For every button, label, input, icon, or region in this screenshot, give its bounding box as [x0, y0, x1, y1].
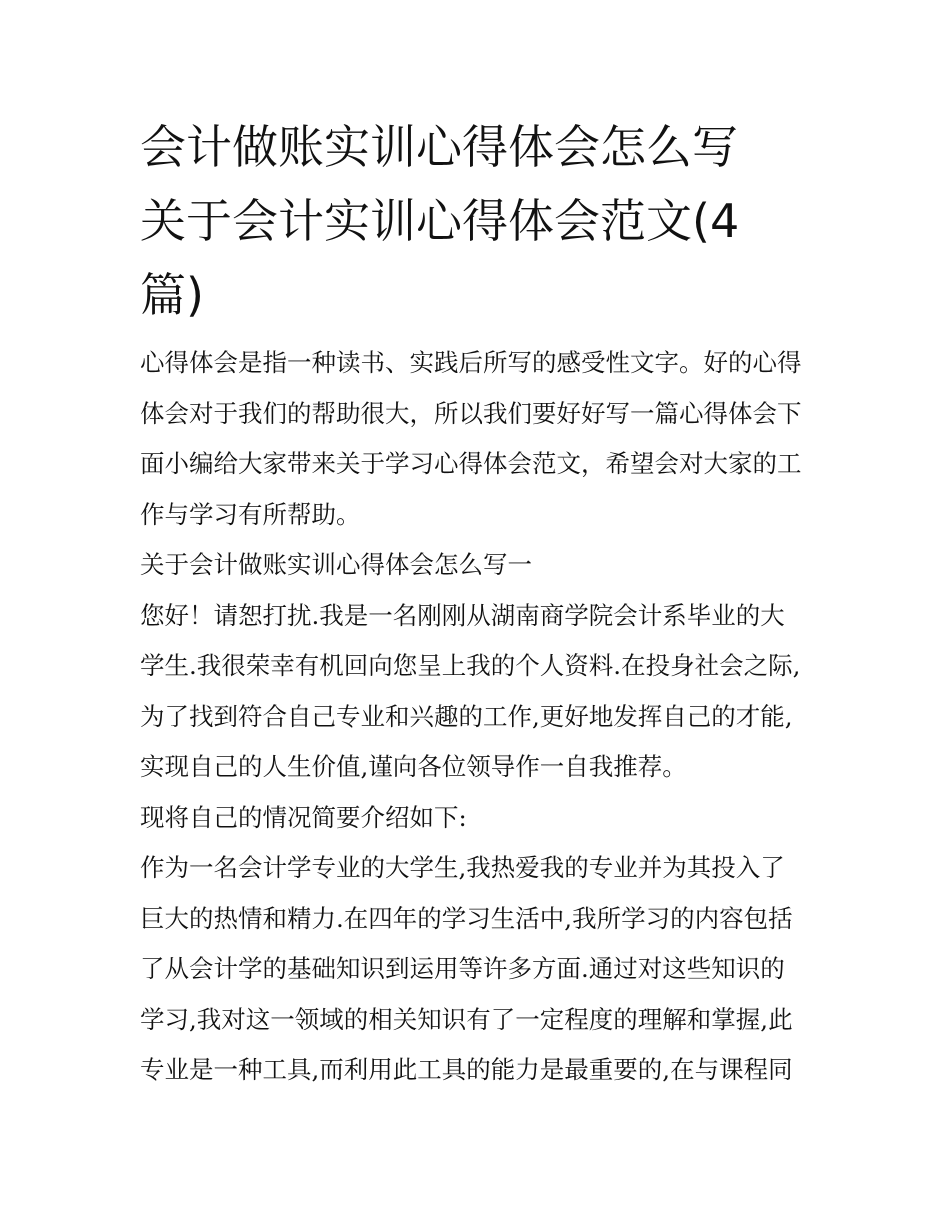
title-line: 篇) — [140, 268, 204, 322]
body-line: 实现自己的人生价值,谨向各位领导作一自我推荐。 — [140, 752, 687, 781]
body-line: 为了找到符合自己专业和兴趣的工作,更好地发挥自己的才能, — [140, 701, 793, 731]
body-line: 专业是一种工具,而利用此工具的能力是最重要的,在与课程同 — [140, 1055, 793, 1084]
body-line: 面小编给大家带来关于学习心得体会范文，希望会对大家的工 — [140, 449, 802, 478]
body-line: 学习,我对这一领域的相关知识有了一定程度的理解和掌握,此 — [140, 1004, 793, 1034]
body-line: 心得体会是指一种读书、实践后所写的感受性文字。好的心得 — [140, 348, 802, 377]
body-line: 学生.我很荣幸有机回向您呈上我的个人资料.在投身社会之际, — [140, 651, 801, 680]
body-line: 了从会计学的基础知识到运用等许多方面.通过对这些知识的 — [140, 954, 785, 983]
title-line: 关于会计实训心得体会范文(4 — [140, 194, 740, 248]
body-line: 您好！请恕打扰.我是一名刚刚从湖南商学院会计系毕业的大 — [140, 600, 785, 630]
body-line: 巨大的热情和精力.在四年的学习生活中,我所学习的内容包括 — [140, 903, 793, 933]
section-heading: 关于会计做账实训心得体会怎么写一 — [140, 550, 532, 579]
document-content — [140, 110, 820, 1096]
body-line: 体会对于我们的帮助很大，所以我们要好好写一篇心得体会下 — [140, 398, 802, 428]
document-body — [140, 338, 820, 1096]
title-line: 会计做账实训心得体会怎么写 — [140, 120, 738, 174]
document-title — [140, 110, 820, 332]
body-line: 作与学习有所帮助。 — [140, 499, 361, 529]
body-line: 作为一名会计学专业的大学生,我热爱我的专业并为其投入了 — [140, 853, 785, 882]
body-line: 现将自己的情况简要介绍如下: — [140, 802, 467, 832]
